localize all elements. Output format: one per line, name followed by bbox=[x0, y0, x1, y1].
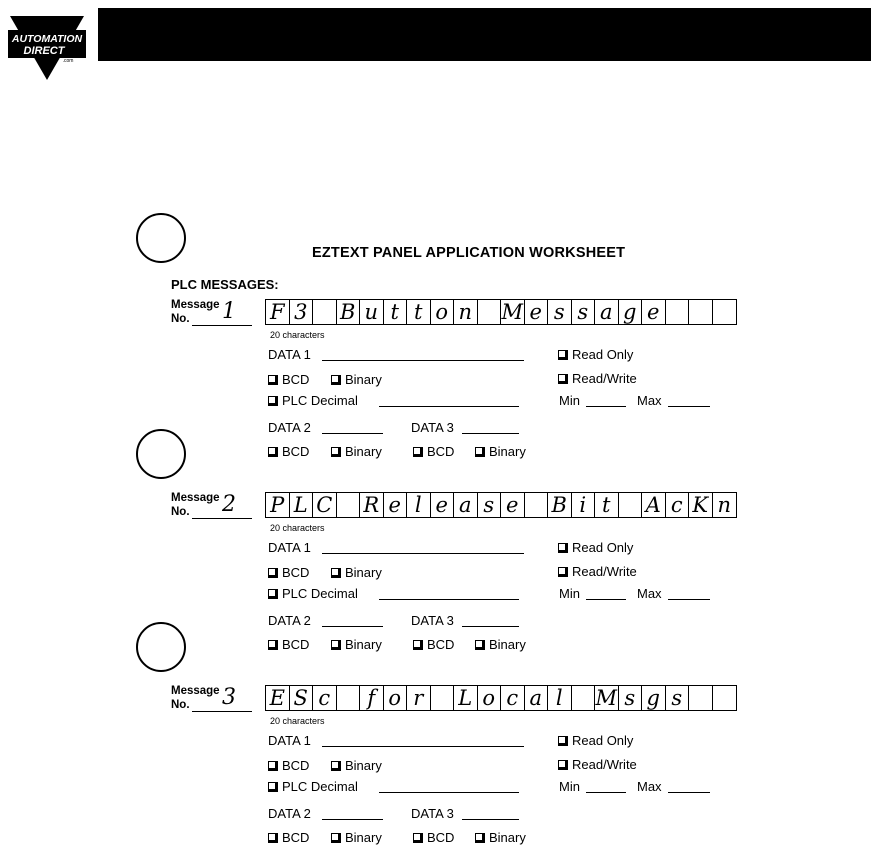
character-cell[interactable]: F bbox=[266, 300, 290, 324]
message-number-line bbox=[192, 711, 252, 712]
message-number-line bbox=[192, 325, 252, 326]
data2-binary-option[interactable]: Binary bbox=[331, 830, 382, 845]
header-bar bbox=[98, 8, 871, 61]
character-cell[interactable]: M bbox=[595, 686, 617, 710]
checkbox-icon[interactable] bbox=[475, 447, 485, 457]
read-only-option[interactable]: Read Only bbox=[558, 347, 633, 362]
message-label: Message bbox=[171, 492, 220, 504]
checkbox-icon[interactable] bbox=[268, 833, 278, 843]
message-label: Message bbox=[171, 685, 220, 697]
character-cell[interactable]: s bbox=[478, 493, 502, 517]
character-cell[interactable] bbox=[689, 300, 713, 324]
checkbox-icon[interactable] bbox=[413, 833, 423, 843]
character-cell[interactable]: R bbox=[360, 493, 384, 517]
worksheet-title: EZTEXT PANEL APPLICATION WORKSHEET bbox=[312, 245, 626, 261]
character-cell[interactable]: C bbox=[313, 493, 337, 517]
character-cell[interactable]: s bbox=[619, 686, 643, 710]
character-cell[interactable]: S bbox=[290, 686, 314, 710]
character-cell[interactable]: B bbox=[337, 300, 361, 324]
data2-label: DATA 2 bbox=[268, 420, 311, 435]
checkbox-icon[interactable] bbox=[475, 640, 485, 650]
read-only-option[interactable]: Read Only bbox=[558, 733, 633, 748]
character-cell[interactable] bbox=[666, 300, 690, 324]
message-number[interactable]: 2 bbox=[222, 492, 236, 517]
character-cell[interactable] bbox=[478, 300, 502, 324]
max-field[interactable] bbox=[668, 599, 710, 600]
character-cell[interactable]: e bbox=[525, 300, 549, 324]
character-cell[interactable] bbox=[431, 686, 455, 710]
data2-bcd-option[interactable]: BCD bbox=[268, 444, 309, 459]
character-cell[interactable]: i bbox=[572, 493, 596, 517]
binder-hole-3 bbox=[136, 622, 186, 672]
character-cell[interactable]: a bbox=[595, 300, 619, 324]
data2-label: DATA 2 bbox=[268, 613, 311, 628]
character-cell[interactable]: e bbox=[384, 493, 408, 517]
data2-field[interactable] bbox=[322, 626, 383, 627]
character-cell[interactable]: 3 bbox=[290, 300, 314, 324]
data1-label: DATA 1 bbox=[268, 733, 311, 748]
character-cell[interactable] bbox=[337, 493, 361, 517]
character-cell[interactable]: g bbox=[619, 300, 643, 324]
data3-bcd-option[interactable]: BCD bbox=[413, 830, 454, 845]
message-label: Message bbox=[171, 299, 220, 311]
data2-binary-option[interactable]: Binary bbox=[331, 637, 382, 652]
character-cell[interactable]: u bbox=[360, 300, 384, 324]
checkbox-icon[interactable] bbox=[268, 589, 278, 599]
character-cell[interactable]: a bbox=[525, 686, 549, 710]
character-cell[interactable]: s bbox=[666, 686, 690, 710]
data1-binary-option[interactable]: Binary bbox=[331, 565, 382, 580]
message-character-grid[interactable] bbox=[265, 299, 737, 325]
character-cell[interactable] bbox=[572, 686, 596, 710]
logo-line1: AUTOMATION bbox=[11, 33, 83, 45]
message-number[interactable]: 1 bbox=[222, 299, 236, 324]
max-field[interactable] bbox=[668, 406, 710, 407]
binder-hole-2 bbox=[136, 429, 186, 479]
character-limit-hint: 20 characters bbox=[270, 523, 325, 533]
max-label: Max bbox=[637, 586, 662, 601]
character-cell[interactable]: s bbox=[572, 300, 596, 324]
checkbox-icon[interactable] bbox=[331, 447, 341, 457]
min-label: Min bbox=[559, 586, 580, 601]
character-cell[interactable]: t bbox=[384, 300, 408, 324]
character-cell[interactable]: E bbox=[266, 686, 290, 710]
data1-binary-option[interactable]: Binary bbox=[331, 758, 382, 773]
character-cell[interactable] bbox=[337, 686, 361, 710]
plc-decimal-option[interactable]: PLC Decimal bbox=[268, 586, 358, 601]
character-cell[interactable] bbox=[619, 493, 643, 517]
checkbox-icon[interactable] bbox=[268, 447, 278, 457]
message-number[interactable]: 3 bbox=[222, 685, 236, 710]
checkbox-icon[interactable] bbox=[268, 396, 278, 406]
character-cell[interactable]: r bbox=[407, 686, 431, 710]
message-character-grid[interactable] bbox=[265, 685, 737, 711]
character-cell[interactable] bbox=[525, 493, 549, 517]
data2-label: DATA 2 bbox=[268, 806, 311, 821]
checkbox-icon[interactable] bbox=[268, 761, 278, 771]
max-field[interactable] bbox=[668, 792, 710, 793]
character-cell[interactable]: e bbox=[501, 493, 525, 517]
max-label: Max bbox=[637, 779, 662, 794]
logo-line2: DIRECT bbox=[23, 45, 65, 57]
plc-messages-heading: PLC MESSAGES: bbox=[171, 277, 279, 292]
character-limit-hint: 20 characters bbox=[270, 716, 325, 726]
character-cell[interactable]: B bbox=[548, 493, 572, 517]
character-limit-hint: 20 characters bbox=[270, 330, 325, 340]
character-cell[interactable]: t bbox=[407, 300, 431, 324]
character-cell[interactable]: l bbox=[548, 686, 572, 710]
data3-bcd-option[interactable]: BCD bbox=[413, 444, 454, 459]
character-cell[interactable]: c bbox=[666, 493, 690, 517]
data2-field[interactable] bbox=[322, 433, 383, 434]
no-label: No. bbox=[171, 313, 190, 325]
message-character-grid[interactable] bbox=[265, 492, 737, 518]
data1-label: DATA 1 bbox=[268, 347, 311, 362]
binder-hole-1 bbox=[136, 213, 186, 263]
checkbox-icon[interactable] bbox=[331, 640, 341, 650]
read-write-option[interactable]: Read/Write bbox=[558, 371, 637, 386]
character-cell[interactable] bbox=[713, 300, 737, 324]
logo-suffix: .com bbox=[62, 58, 74, 64]
checkbox-icon[interactable] bbox=[268, 375, 278, 385]
checkbox-icon[interactable] bbox=[331, 375, 341, 385]
data3-field[interactable] bbox=[462, 433, 519, 434]
data3-binary-option[interactable]: Binary bbox=[475, 444, 526, 459]
data1-bcd-option[interactable]: BCD bbox=[268, 372, 309, 387]
data3-label: DATA 3 bbox=[411, 806, 454, 821]
character-cell[interactable] bbox=[689, 686, 713, 710]
min-field[interactable] bbox=[586, 406, 626, 407]
min-label: Min bbox=[559, 779, 580, 794]
data1-label: DATA 1 bbox=[268, 540, 311, 555]
data1-field[interactable] bbox=[322, 360, 524, 361]
message-number-line bbox=[192, 518, 252, 519]
checkbox-icon[interactable] bbox=[268, 640, 278, 650]
data2-field[interactable] bbox=[322, 819, 383, 820]
character-cell[interactable]: s bbox=[548, 300, 572, 324]
read-only-option[interactable]: Read Only bbox=[558, 540, 633, 555]
character-cell[interactable]: n bbox=[454, 300, 478, 324]
character-cell[interactable]: o bbox=[431, 300, 455, 324]
character-cell[interactable]: A bbox=[642, 493, 666, 517]
plc-decimal-field[interactable] bbox=[379, 406, 519, 407]
character-cell[interactable]: L bbox=[290, 493, 314, 517]
data1-field[interactable] bbox=[322, 553, 524, 554]
read-write-option[interactable]: Read/Write bbox=[558, 564, 637, 579]
character-cell[interactable]: M bbox=[501, 300, 523, 324]
character-cell[interactable]: l bbox=[407, 493, 431, 517]
character-cell[interactable]: c bbox=[313, 686, 337, 710]
character-cell[interactable]: t bbox=[595, 493, 619, 517]
data2-bcd-option[interactable]: BCD bbox=[268, 830, 309, 845]
checkbox-icon[interactable] bbox=[331, 568, 341, 578]
checkbox-icon[interactable] bbox=[558, 736, 568, 746]
min-field[interactable] bbox=[586, 792, 626, 793]
character-cell[interactable]: a bbox=[454, 493, 478, 517]
automationdirect-logo bbox=[8, 14, 86, 82]
data1-bcd-option[interactable]: BCD bbox=[268, 565, 309, 580]
character-cell[interactable]: c bbox=[501, 686, 525, 710]
data1-binary-option[interactable]: Binary bbox=[331, 372, 382, 387]
min-field[interactable] bbox=[586, 599, 626, 600]
character-cell[interactable]: L bbox=[454, 686, 478, 710]
checkbox-icon[interactable] bbox=[331, 761, 341, 771]
data3-label: DATA 3 bbox=[411, 613, 454, 628]
character-cell[interactable]: n bbox=[717, 493, 732, 517]
checkbox-icon[interactable] bbox=[558, 567, 568, 577]
data3-label: DATA 3 bbox=[411, 420, 454, 435]
checkbox-icon[interactable] bbox=[558, 350, 568, 360]
checkbox-icon[interactable] bbox=[475, 833, 485, 843]
read-write-option[interactable]: Read/Write bbox=[558, 757, 637, 772]
no-label: No. bbox=[171, 506, 190, 518]
data2-binary-option[interactable]: Binary bbox=[331, 444, 382, 459]
checkbox-icon[interactable] bbox=[558, 543, 568, 553]
character-cell[interactable] bbox=[713, 686, 737, 710]
plc-decimal-field[interactable] bbox=[379, 599, 519, 600]
character-cell[interactable]: e bbox=[431, 493, 455, 517]
checkbox-icon[interactable] bbox=[413, 640, 423, 650]
data3-bcd-option[interactable]: BCD bbox=[413, 637, 454, 652]
plc-decimal-option[interactable]: PLC Decimal bbox=[268, 393, 358, 408]
checkbox-icon[interactable] bbox=[558, 374, 568, 384]
data1-field[interactable] bbox=[322, 746, 524, 747]
no-label: No. bbox=[171, 699, 190, 711]
min-label: Min bbox=[559, 393, 580, 408]
data3-field[interactable] bbox=[462, 819, 519, 820]
checkbox-icon[interactable] bbox=[268, 782, 278, 792]
checkbox-icon[interactable] bbox=[558, 760, 568, 770]
character-cell[interactable]: g bbox=[642, 686, 666, 710]
checkbox-icon[interactable] bbox=[413, 447, 423, 457]
data3-binary-option[interactable]: Binary bbox=[475, 830, 526, 845]
character-cell[interactable]: f bbox=[360, 686, 384, 710]
checkbox-icon[interactable] bbox=[331, 833, 341, 843]
plc-decimal-option[interactable]: PLC Decimal bbox=[268, 779, 358, 794]
character-cell[interactable] bbox=[313, 300, 337, 324]
data3-field[interactable] bbox=[462, 626, 519, 627]
plc-decimal-field[interactable] bbox=[379, 792, 519, 793]
data3-binary-option[interactable]: Binary bbox=[475, 637, 526, 652]
character-cell[interactable]: o bbox=[478, 686, 502, 710]
checkbox-icon[interactable] bbox=[268, 568, 278, 578]
data2-bcd-option[interactable]: BCD bbox=[268, 637, 309, 652]
character-cell[interactable]: o bbox=[384, 686, 408, 710]
character-cell[interactable]: K bbox=[689, 493, 713, 517]
max-label: Max bbox=[637, 393, 662, 408]
character-cell[interactable]: e bbox=[642, 300, 666, 324]
data1-bcd-option[interactable]: BCD bbox=[268, 758, 309, 773]
character-cell[interactable]: P bbox=[266, 493, 290, 517]
